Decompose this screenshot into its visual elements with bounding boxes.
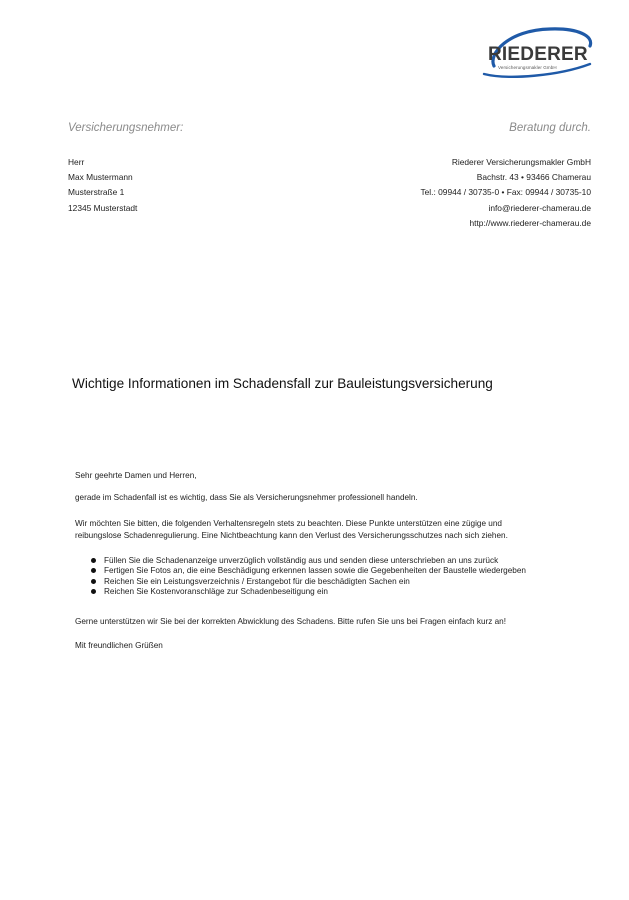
logo-wordmark: RIEDERER [488, 44, 588, 65]
salutation: Sehr geehrte Damen und Herren, [75, 471, 197, 480]
rules-list [88, 556, 568, 598]
letter-title: Wichtige Informationen im Schadensfall zur Bauleistungsversicherung [72, 376, 493, 391]
logo-tagline: Versicherungsmakler GmbH [498, 65, 557, 70]
request-line: Wir möchten Sie bitten, die folgenden Verhaltensregeln stets zu beachten. Diese Punkte unterstützen eine zügige und [75, 519, 502, 528]
closing-paragraph: Gerne unterstützen wir Sie bei der korrekten Abwicklung des Schadens. Bitte rufen Sie uns bei Fragen einfach kurz an! [75, 617, 506, 626]
advisor-website: http://www.riederer-chamerau.de [469, 217, 591, 228]
company-logo [478, 24, 598, 86]
policyholder-address [68, 155, 137, 216]
request-paragraph [75, 518, 555, 543]
advisor-email: info@riederer-chamerau.de [488, 202, 591, 213]
list-item: Reichen Sie ein Leistungsverzeichnis / Erstangebot für die beschädigten Sachen ein [88, 577, 568, 587]
advisor-address [420, 155, 591, 231]
intro-paragraph: gerade im Schadenfall ist es wichtig, dass Sie als Versicherungsnehmer professionell handeln. [75, 493, 418, 502]
address-line: 12345 Musterstadt [68, 202, 138, 213]
address-line: Musterstraße 1 [68, 187, 125, 198]
regards: Mit freundlichen Grüßen [75, 641, 163, 650]
list-item: Fertigen Sie Fotos an, die eine Beschädigung erkennen lassen sowie die Gegebenheiten der Baustelle wiedergeben [88, 566, 568, 576]
address-line: Herr [68, 157, 85, 167]
advisor-phone-fax: Tel.: 09944 / 30735-0 • Fax: 09944 / 30735-10 [420, 187, 591, 198]
request-line: reibungslose Schadenregulierung. Eine Nichtbeachtung kann den Verlust des Versicherungsschutzes nach sich ziehen. [75, 531, 508, 541]
advisor-company: Riederer Versicherungsmakler GmbH [451, 157, 591, 167]
advisor-heading: Beratung durch. [509, 122, 591, 134]
list-item: Reichen Sie Kostenvoranschläge zur Schadenbeseitigung ein [88, 587, 568, 597]
address-line: Max Mustermann [68, 172, 133, 183]
list-item: Füllen Sie die Schadenanzeige unverzüglich vollständig aus und senden diese unterschrieben an uns zurück [88, 556, 568, 566]
advisor-street: Bachstr. 43 • 93466 Chamerau [476, 172, 591, 183]
policyholder-heading: Versicherungsnehmer: [68, 122, 184, 134]
